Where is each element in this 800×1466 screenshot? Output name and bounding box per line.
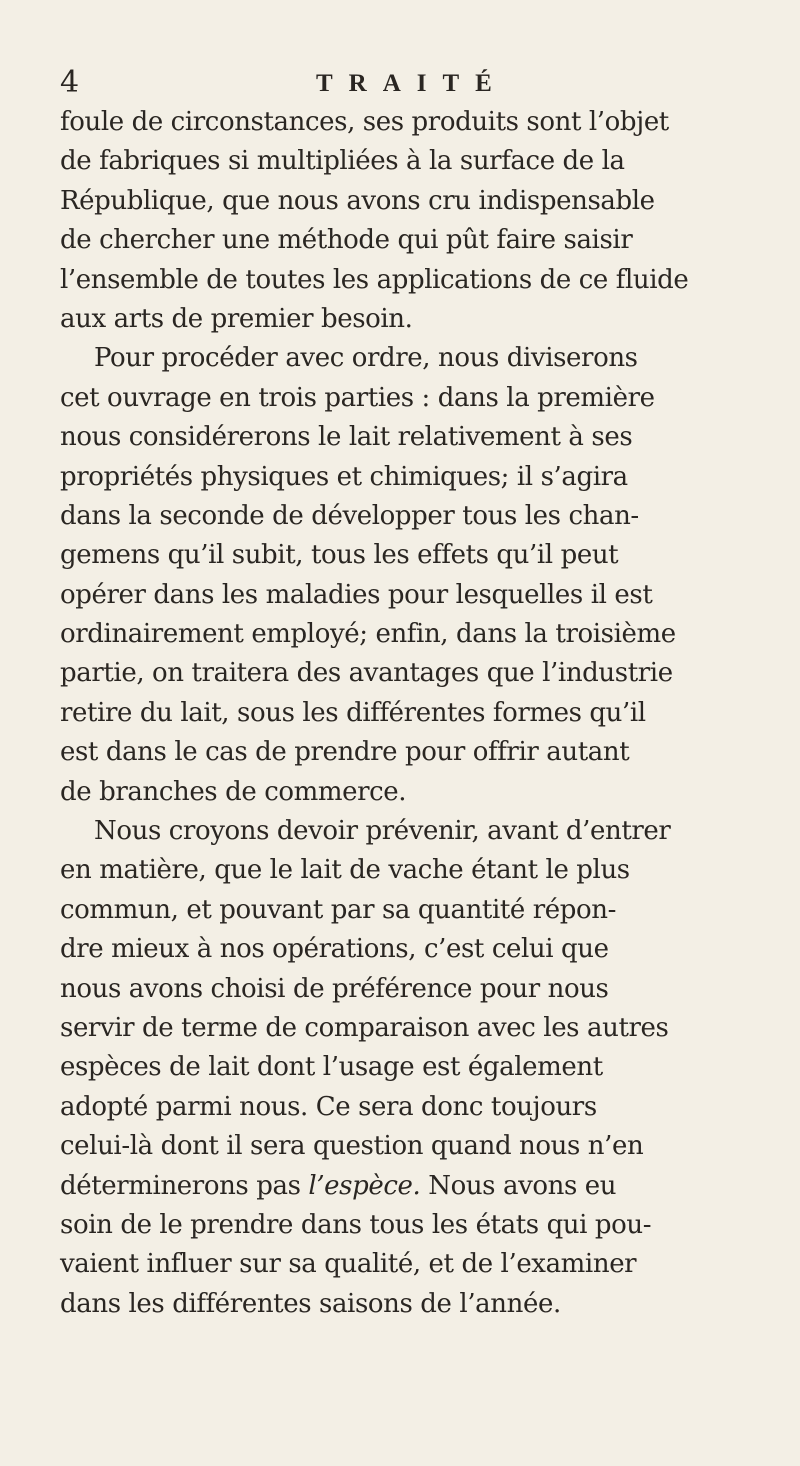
running-head: [60, 63, 760, 103]
line-text: commun, et pouvant par sa quantité répon-: [60, 894, 617, 925]
text-line: [60, 300, 800, 339]
running-title: TRAITÉ: [316, 70, 508, 97]
line-text: est dans le cas de prendre pour offrir autant: [60, 737, 630, 768]
text-line: [60, 1206, 800, 1245]
line-text: République, que nous avons cru indispensable: [60, 185, 655, 216]
line-text: en matière, que le lait de vache étant le plus: [60, 855, 630, 886]
text-line: [60, 182, 800, 221]
line-text: Nous croyons devoir prévenir, avant d’entrer: [94, 816, 671, 847]
body-text: [60, 103, 800, 1324]
text-line: [60, 497, 800, 536]
text-line: [60, 103, 800, 142]
text-line: [60, 458, 800, 497]
line-text: cet ouvrage en trois parties : dans la première: [60, 382, 655, 413]
text-line: [60, 142, 800, 181]
line-text: l’ensemble de toutes les applications de ce fluide: [60, 264, 689, 295]
line-text: servir de terme de comparaison avec les autres: [60, 1012, 669, 1043]
line-text: soin de le prendre dans tous les états qui pou-: [60, 1209, 652, 1240]
line-text: dre mieux à nos opérations, c’est celui que: [60, 934, 609, 965]
line-text: de chercher une méthode qui pût faire saisir: [60, 225, 633, 256]
text-line: [60, 615, 800, 654]
text-line: [60, 812, 800, 851]
line-text: gemens qu’il subit, tous les effets qu’il peut: [60, 540, 619, 571]
text-line: [60, 418, 800, 457]
text-line: [60, 261, 800, 300]
text-line: [60, 1088, 800, 1127]
text-line: [60, 891, 800, 930]
line-text: de branches de commerce.: [60, 776, 407, 807]
text-line: [60, 773, 800, 812]
line-text: nous avons choisi de préférence pour nous: [60, 973, 609, 1004]
line-text-continued: Nous avons eu: [420, 1170, 617, 1201]
line-text: dans la seconde de développer tous les chan-: [60, 500, 639, 531]
line-text: espèces de lait dont l’usage est également: [60, 1052, 603, 1083]
text-line: [60, 339, 800, 378]
text-line: [60, 1048, 800, 1087]
line-text: aux arts de premier besoin.: [60, 303, 413, 334]
line-text: dans les différentes saisons de l’année.: [60, 1288, 561, 1319]
line-text: partie, on traitera des avantages que l’industrie: [60, 658, 673, 689]
page-number: 4: [60, 65, 80, 100]
line-text: nous considérerons le lait relativement à ses: [60, 422, 633, 453]
text-line: [60, 733, 800, 772]
text-line: [60, 221, 800, 260]
line-text: foule de circonstances, ses produits sont l’objet: [60, 107, 669, 137]
text-line: [60, 970, 800, 1009]
text-line: [60, 1009, 800, 1048]
text-line: [60, 576, 800, 615]
line-text: vaient influer sur sa qualité, et de l’examiner: [60, 1249, 637, 1280]
text-line: [60, 536, 800, 575]
line-text: celui-là dont il sera question quand nous n’en: [60, 1131, 644, 1162]
italic-word: l’espèce.: [308, 1170, 421, 1201]
line-text: propriétés physiques et chimiques; il s’agira: [60, 461, 628, 492]
text-line: [60, 1167, 800, 1206]
line-text: ordinairement employé; enfin, dans la troisième: [60, 619, 676, 650]
line-text: opérer dans les maladies pour lesquelles il est: [60, 579, 653, 610]
text-line: [60, 851, 800, 890]
line-text: de fabriques si multipliées à la surface de la: [60, 146, 625, 177]
line-text: retire du lait, sous les différentes formes qu’il: [60, 697, 646, 728]
text-line: [60, 1245, 800, 1284]
text-line: [60, 379, 800, 418]
text-line: [60, 930, 800, 969]
line-text: déterminerons pas: [60, 1170, 301, 1201]
text-line: [60, 694, 800, 733]
line-text: Pour procéder avec ordre, nous diviserons: [94, 343, 638, 374]
text-line: [60, 654, 800, 693]
text-line: [60, 1127, 800, 1166]
text-line: [60, 1285, 800, 1324]
line-text: adopté parmi nous. Ce sera donc toujours: [60, 1091, 597, 1122]
